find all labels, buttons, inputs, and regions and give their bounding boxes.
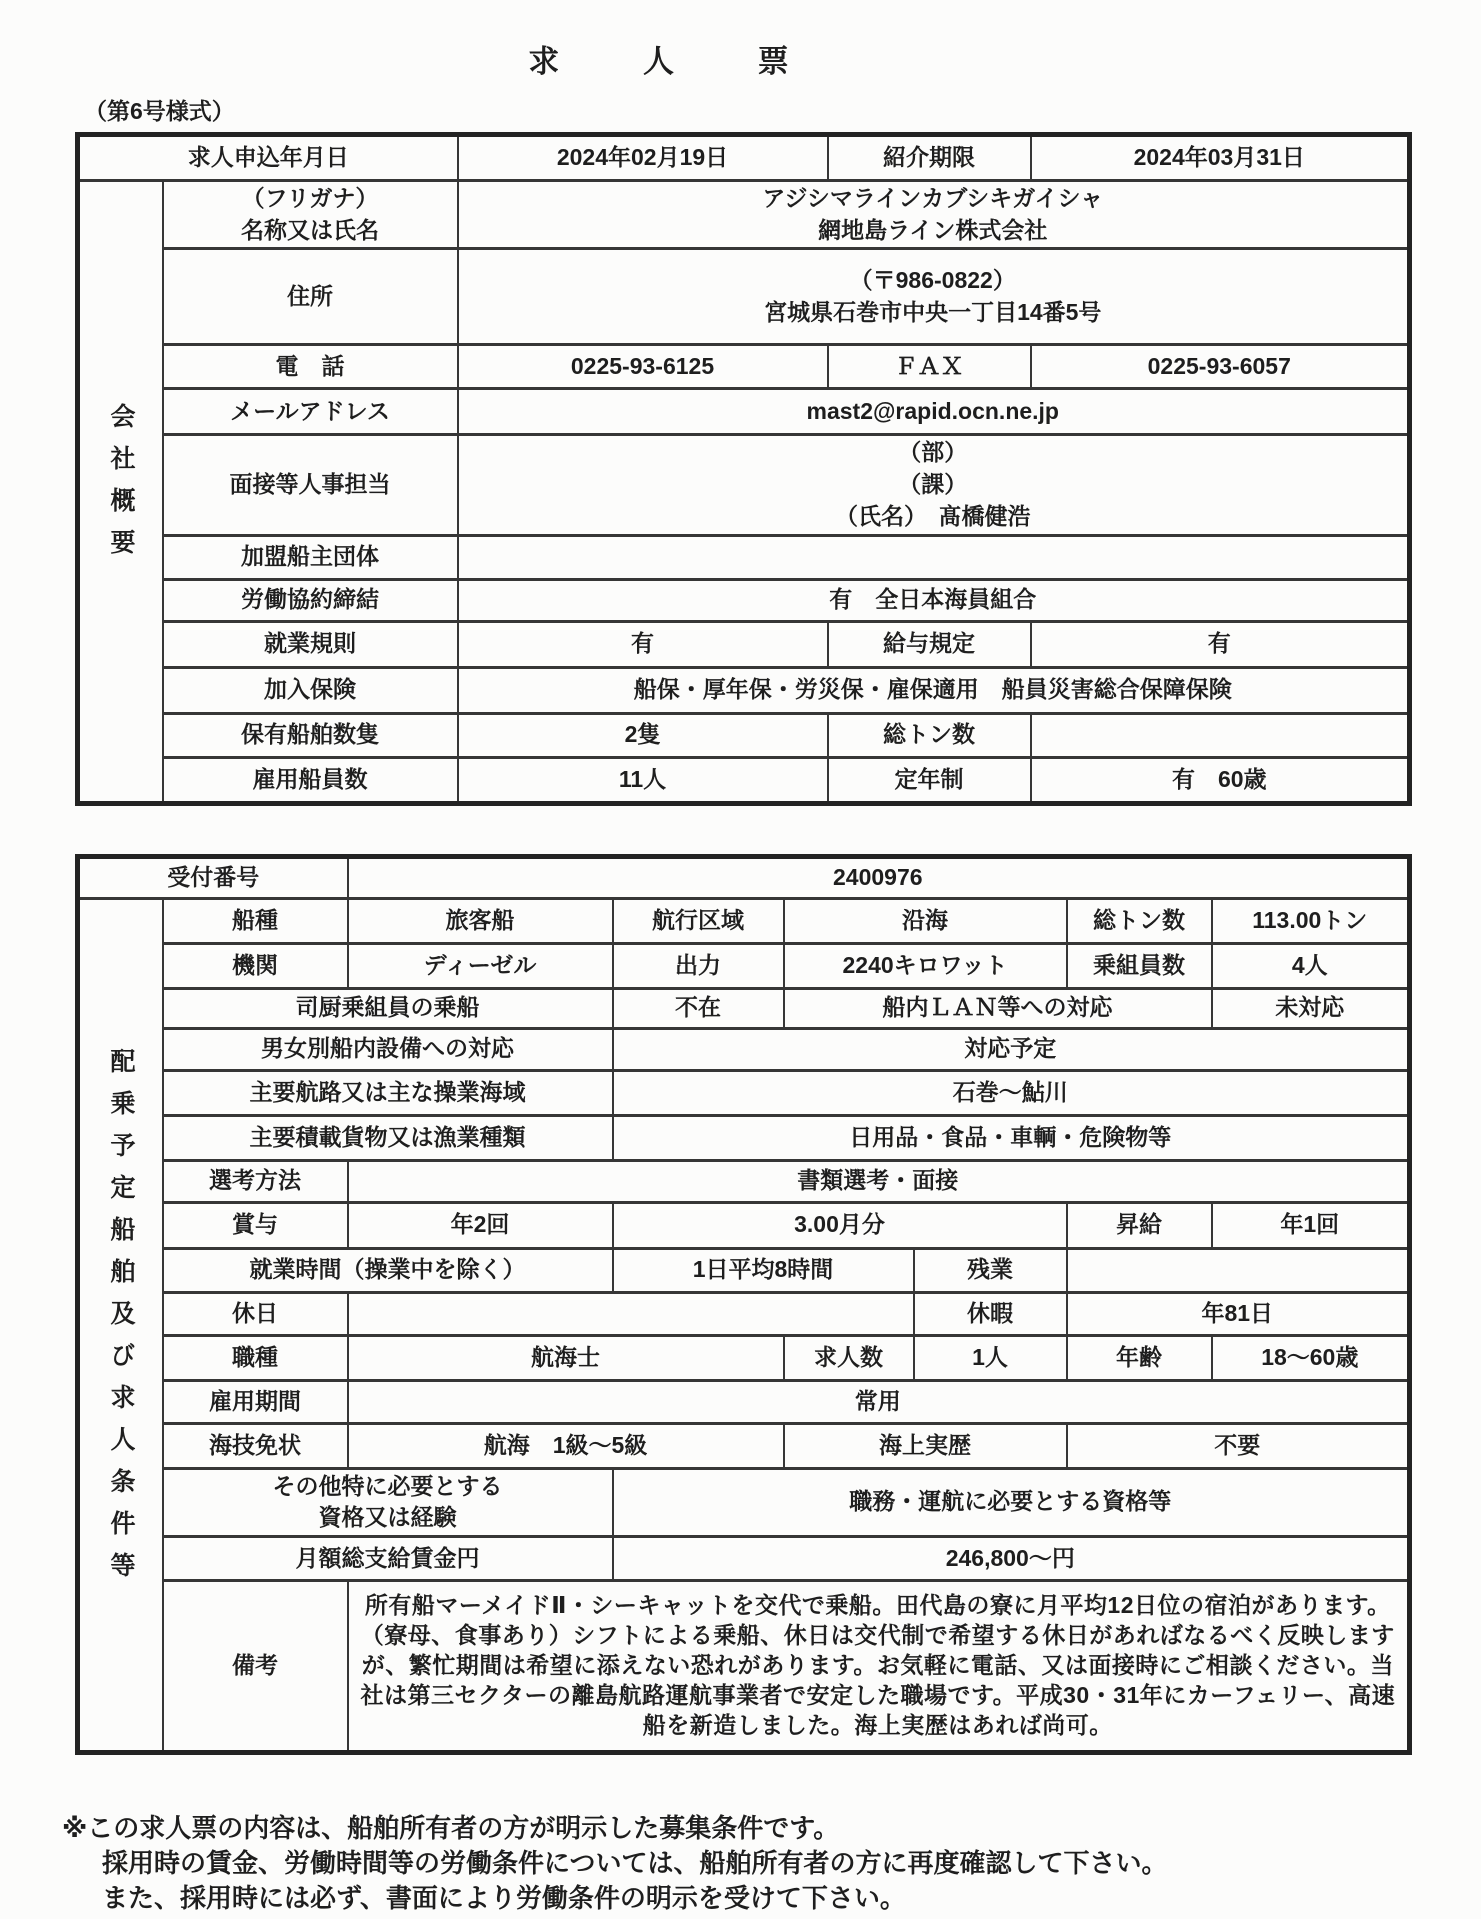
footer-notes <box>62 1811 1481 1916</box>
other-qualifications-label-line2: 資格又は経験 <box>318 1504 457 1531</box>
cook-onboard-value: 不在 <box>613 988 784 1028</box>
work-rules-value: 有 <box>458 621 828 667</box>
hr-section-line: （課） <box>898 471 968 498</box>
company-name-furigana-label: （フリガナ） <box>241 185 379 211</box>
selection-method-value: 書類選考・面接 <box>348 1160 1410 1202</box>
ship-type-label: 船種 <box>163 898 348 943</box>
selection-method-label: 選考方法 <box>163 1160 348 1202</box>
gross-tonnage-value: 113.00トン <box>1212 898 1410 943</box>
job-section-side-label <box>78 898 163 1752</box>
age-label: 年齢 <box>1067 1335 1212 1380</box>
footer-note-line3: また、採用時には必ず、書面により労働条件の明示を受けて下さい。 <box>102 1883 906 1914</box>
receipt-number-label: 受付番号 <box>78 856 348 898</box>
salary-rules-value: 有 <box>1031 621 1410 667</box>
sea-experience-value: 不要 <box>1067 1423 1410 1468</box>
main-route-value: 石巻～鮎川 <box>613 1070 1410 1115</box>
raise-value: 年1回 <box>1212 1202 1410 1248</box>
monthly-wage-value: 246,800～円 <box>613 1537 1410 1581</box>
fax-label: ＦＡＸ <box>828 345 1031 389</box>
address-label: 住所 <box>163 249 458 345</box>
insurance-value: 船保・厚年保・労災保・雇保適用 船員災害総合保障保険 <box>458 667 1410 713</box>
working-hours-label: 就業時間（操業中を除く） <box>163 1248 613 1292</box>
hr-contact-label: 面接等人事担当 <box>163 435 458 535</box>
work-rules-label: 就業規則 <box>163 621 458 667</box>
engine-value: ディーゼル <box>348 943 613 988</box>
company-table <box>75 132 1412 806</box>
remarks-text: 所有船マーメイドⅡ・シーキャットを交代で乗船。田代島の寮に月平均12日位の宿泊があります。（寮母、食事あり）シフトによる乗船、休日は交代制で希望する休日があればなるべく反映しますが、繁忙期間は希望に添えない恐れがあります。お気軽に電話、又は面接時にご相談ください。当社は第三セクターの離島航路運航事業者で安定した職場です。平成30・31年にカーフェリー、高速船を新造しました。海上実歴はあれば尚可。 <box>348 1581 1410 1753</box>
table-gap <box>0 806 1481 854</box>
bonus-frequency: 年2回 <box>348 1202 613 1248</box>
nav-area-value: 沿海 <box>784 898 1067 943</box>
monthly-wage-label: 月額総支給賃金円 <box>163 1537 613 1581</box>
license-value: 航海 1級～5級 <box>348 1423 784 1468</box>
job-table <box>75 854 1412 1755</box>
raise-label: 昇給 <box>1067 1202 1212 1248</box>
main-route-label: 主要航路又は主な操業海域 <box>163 1070 613 1115</box>
labor-agreement-label: 労働協約締結 <box>163 579 458 621</box>
occupation-label: 職種 <box>163 1335 348 1380</box>
overtime-label: 残業 <box>914 1248 1067 1292</box>
shipowner-association-value <box>458 535 1410 579</box>
insurance-label: 加入保険 <box>163 667 458 713</box>
crew-employed-value: 11人 <box>458 757 828 803</box>
holiday-value <box>348 1292 914 1335</box>
crew-count-label: 乗組員数 <box>1067 943 1212 988</box>
phone-label: 電 話 <box>163 345 458 389</box>
openings-value: 1人 <box>914 1335 1067 1380</box>
company-gross-tonnage-label: 総トン数 <box>828 713 1031 757</box>
license-label: 海技免状 <box>163 1423 348 1468</box>
occupation-value: 航海士 <box>348 1335 784 1380</box>
vacation-value: 年81日 <box>1067 1292 1410 1335</box>
page-title-text: 求人票 <box>528 44 873 79</box>
engine-label: 機関 <box>163 943 348 988</box>
hr-name-line: （氏名） 髙橋健浩 <box>835 502 1031 529</box>
address-text: 宮城県石巻市中央一丁目14番5号 <box>764 298 1102 325</box>
form-number-note: （第6号様式） <box>84 98 235 124</box>
retirement-value: 有 60歳 <box>1031 757 1410 803</box>
application-date-value: 2024年02月19日 <box>458 135 828 181</box>
nav-area-label: 航行区域 <box>613 898 784 943</box>
company-name-label-text: 名称又は氏名 <box>241 216 379 243</box>
bonus-amount: 3.00月分 <box>613 1202 1067 1248</box>
vacation-label: 休暇 <box>914 1292 1067 1335</box>
ship-type-value: 旅客船 <box>348 898 613 943</box>
salary-rules-label: 給与規定 <box>828 621 1031 667</box>
email-label: メールアドレス <box>163 389 458 435</box>
page-title <box>0 0 1481 81</box>
gender-facilities-value: 対応予定 <box>613 1028 1410 1070</box>
output-value: 2240キロワット <box>784 943 1067 988</box>
working-hours-value: 1日平均8時間 <box>613 1248 914 1292</box>
referral-deadline-label: 紹介期限 <box>828 135 1031 181</box>
footer-note-line1: ※この求人票の内容は、船舶所有者の方が明示した募集条件です。 <box>62 1813 840 1844</box>
job-section-side-label-text: 配乗予定船舶及び求人条件等 <box>107 1047 135 1594</box>
hr-dept-line: （部） <box>898 439 968 466</box>
company-section-side-label <box>78 181 163 804</box>
vessels-owned-label: 保有船舶数隻 <box>163 713 458 757</box>
employment-period-label: 雇用期間 <box>163 1380 348 1423</box>
openings-label: 求人数 <box>784 1335 914 1380</box>
company-name-value <box>458 181 1410 249</box>
labor-agreement-value: 有 全日本海員組合 <box>458 579 1410 621</box>
other-qualifications-value: 職務・運航に必要とする資格等 <box>613 1468 1410 1536</box>
other-qualifications-label-line1: その他特に必要とする <box>272 1472 503 1499</box>
company-name-kana: アジシマラインカブシキガイシャ <box>762 185 1104 211</box>
other-qualifications-label <box>163 1468 613 1536</box>
company-gross-tonnage-value <box>1031 713 1410 757</box>
email-value: mast2@rapid.ocn.ne.jp <box>458 389 1410 435</box>
employment-period-value: 常用 <box>348 1380 1410 1423</box>
phone-value: 0225-93-6125 <box>458 345 828 389</box>
vessels-owned-value: 2隻 <box>458 713 828 757</box>
lan-support-value: 未対応 <box>1212 988 1410 1028</box>
referral-deadline-value: 2024年03月31日 <box>1031 135 1410 181</box>
shipowner-association-label: 加盟船主団体 <box>163 535 458 579</box>
cook-onboard-label: 司厨乗組員の乗船 <box>163 988 613 1028</box>
company-name-label <box>163 181 458 249</box>
age-value: 18～60歳 <box>1212 1335 1410 1380</box>
hr-contact-value <box>458 435 1410 535</box>
company-section-side-label-text: 会社概要 <box>107 403 135 572</box>
crew-count-value: 4人 <box>1212 943 1410 988</box>
output-label: 出力 <box>613 943 784 988</box>
fax-value: 0225-93-6057 <box>1031 345 1410 389</box>
receipt-number-value: 2400976 <box>348 856 1410 898</box>
footer-note-line2: 採用時の賃金、労働時間等の労働条件については、船舶所有者の方に再度確認して下さい。 <box>102 1848 1168 1879</box>
main-cargo-value: 日用品・食品・車輌・危険物等 <box>613 1115 1410 1160</box>
overtime-value <box>1067 1248 1410 1292</box>
address-value <box>458 249 1410 345</box>
gross-tonnage-label: 総トン数 <box>1067 898 1212 943</box>
company-name-text: 網地島ライン株式会社 <box>818 216 1048 243</box>
bonus-label: 賞与 <box>163 1202 348 1248</box>
retirement-label: 定年制 <box>828 757 1031 803</box>
application-date-label: 求人申込年月日 <box>78 135 458 181</box>
address-postal-code: （〒986-0822） <box>849 267 1016 294</box>
gender-facilities-label: 男女別船内設備への対応 <box>163 1028 613 1070</box>
crew-employed-label: 雇用船員数 <box>163 757 458 803</box>
lan-support-label: 船内ＬＡＮ等への対応 <box>784 988 1212 1028</box>
main-cargo-label: 主要積載貨物又は漁業種類 <box>163 1115 613 1160</box>
holiday-label: 休日 <box>163 1292 348 1335</box>
remarks-label: 備考 <box>163 1581 348 1753</box>
sea-experience-label: 海上実歴 <box>784 1423 1067 1468</box>
